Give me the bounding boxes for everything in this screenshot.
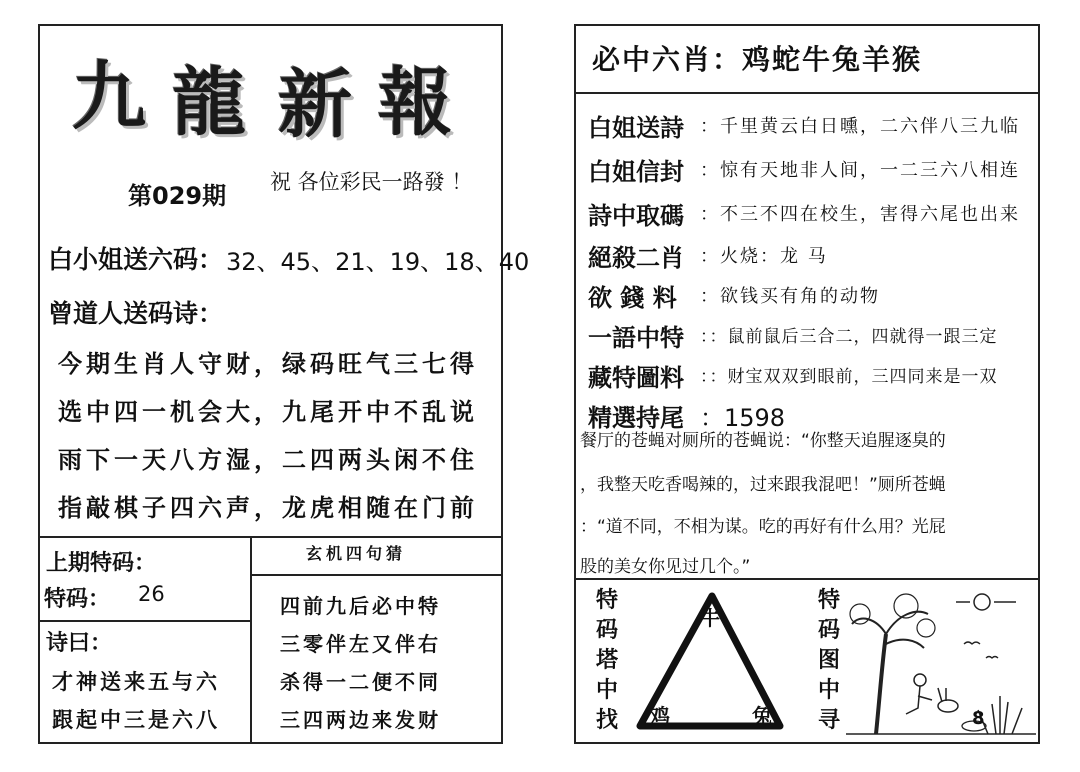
row-label-6: 一語中特 [588,324,684,352]
masthead-char-3: 新 [278,62,352,148]
story-line-1: 餐厅的苍蝇对厕所的苍蝇说：“你整天追腥逐臭的 [580,431,946,451]
left-divider-vertical [250,536,252,744]
row-label-4: 絕殺二肖 [588,244,684,272]
riddle-title: 玄机四句猜 [306,544,407,563]
issue-number: 第029期 [128,182,227,210]
row-text-5: ：欲钱买有角的动物 [700,286,880,307]
riddle-line-1: 四前九后必中特 [280,594,441,618]
poem-line-4: 指敲棋子四六声，龙虎相随在门前 [58,494,478,522]
story-line-4: 股的美女你见过几个。” [580,557,751,577]
right-lower-divider [574,578,1040,580]
row-text-2: ：惊有天地非人间，一二三六八相连 [700,160,1020,181]
six-zodiac-title: 必中六肖：鸡蛇牛兔羊猴 [592,43,923,76]
row-text-3: ：不三不四在校生，害得六尾也出来 [700,204,1020,225]
picture-digit: 8 [972,708,985,729]
last-issue-label: 上期特码： [46,551,157,576]
poem-line-3: 雨下一天八方湿，二四两头闲不住 [58,446,478,474]
daoren-poem-label: 曾道人送码诗： [48,299,224,328]
six-codes-value: 32、45、21、19、18、40 [226,248,530,276]
tower-top-text: 牛 [700,606,720,630]
row-text-1: ：千里黄云白日曛，二六伴八三九临 [700,116,1020,137]
poem-line-1: 今期生肖人守财，绿码旺气三七得 [58,350,478,378]
masthead-char-1: 九 [72,54,146,140]
masthead-char-2: 龍 [172,60,246,146]
row-label-7: 藏特圖料 [588,364,684,392]
riddle-line-3: 杀得一二便不同 [280,670,441,694]
row-text-7: ：：财宝双双到眼前，三四同来是一双 [700,367,998,387]
blessing-text: 祝 各位彩民一路發 ！ [270,170,473,194]
special-code-value: 26 [138,582,165,606]
row-label-1: 白姐送詩 [588,114,684,142]
poem-line-2: 选中四一机会大，九尾开中不乱说 [58,398,478,426]
riddle-title-divider [250,574,503,576]
shiyu-line-1: 才神送来五与六 [52,670,220,694]
row-text-4: ：火烧：龙 马 [700,246,828,267]
riddle-line-4: 三四两边来发财 [280,708,441,732]
row-label-3: 詩中取碼 [588,202,684,230]
code-picture-illustration [846,584,1036,740]
picture-label: 特 码 图 中 寻 [817,588,840,733]
left-lower-divider [38,620,250,622]
story-line-3: ：“道不同，不相为谋。吃的再好有什么用？光屁 [580,517,946,537]
six-codes-label: 白小姐送六码： [48,245,224,274]
shiyu-line-2: 跟起中三是六八 [52,708,220,732]
row-text-6: ：：鼠前鼠后三合二，四就得一跟三定 [700,327,998,347]
tower-label: 特 码 塔 中 找 [595,588,618,733]
story-line-2: ，我整天吃香喝辣的，过来跟我混吧！”厕所苍蝇 [580,475,946,495]
riddle-line-2: 三零伴左又伴右 [280,632,441,656]
tail-label: 精選持尾 [588,404,684,432]
tower-right-text: 兔 [752,704,772,728]
left-divider-horizontal [38,536,503,538]
row-label-2: 白姐信封 [588,158,684,186]
right-title-divider [574,92,1040,94]
tower-left-text: 鸡 [650,704,670,728]
tail-value: ：1598 [700,404,786,432]
shiyu-label: 诗曰： [46,631,113,656]
special-code-label: 特码： [44,587,111,612]
row-label-5: 欲 錢 料 [588,284,677,312]
masthead-char-4: 報 [378,60,452,146]
